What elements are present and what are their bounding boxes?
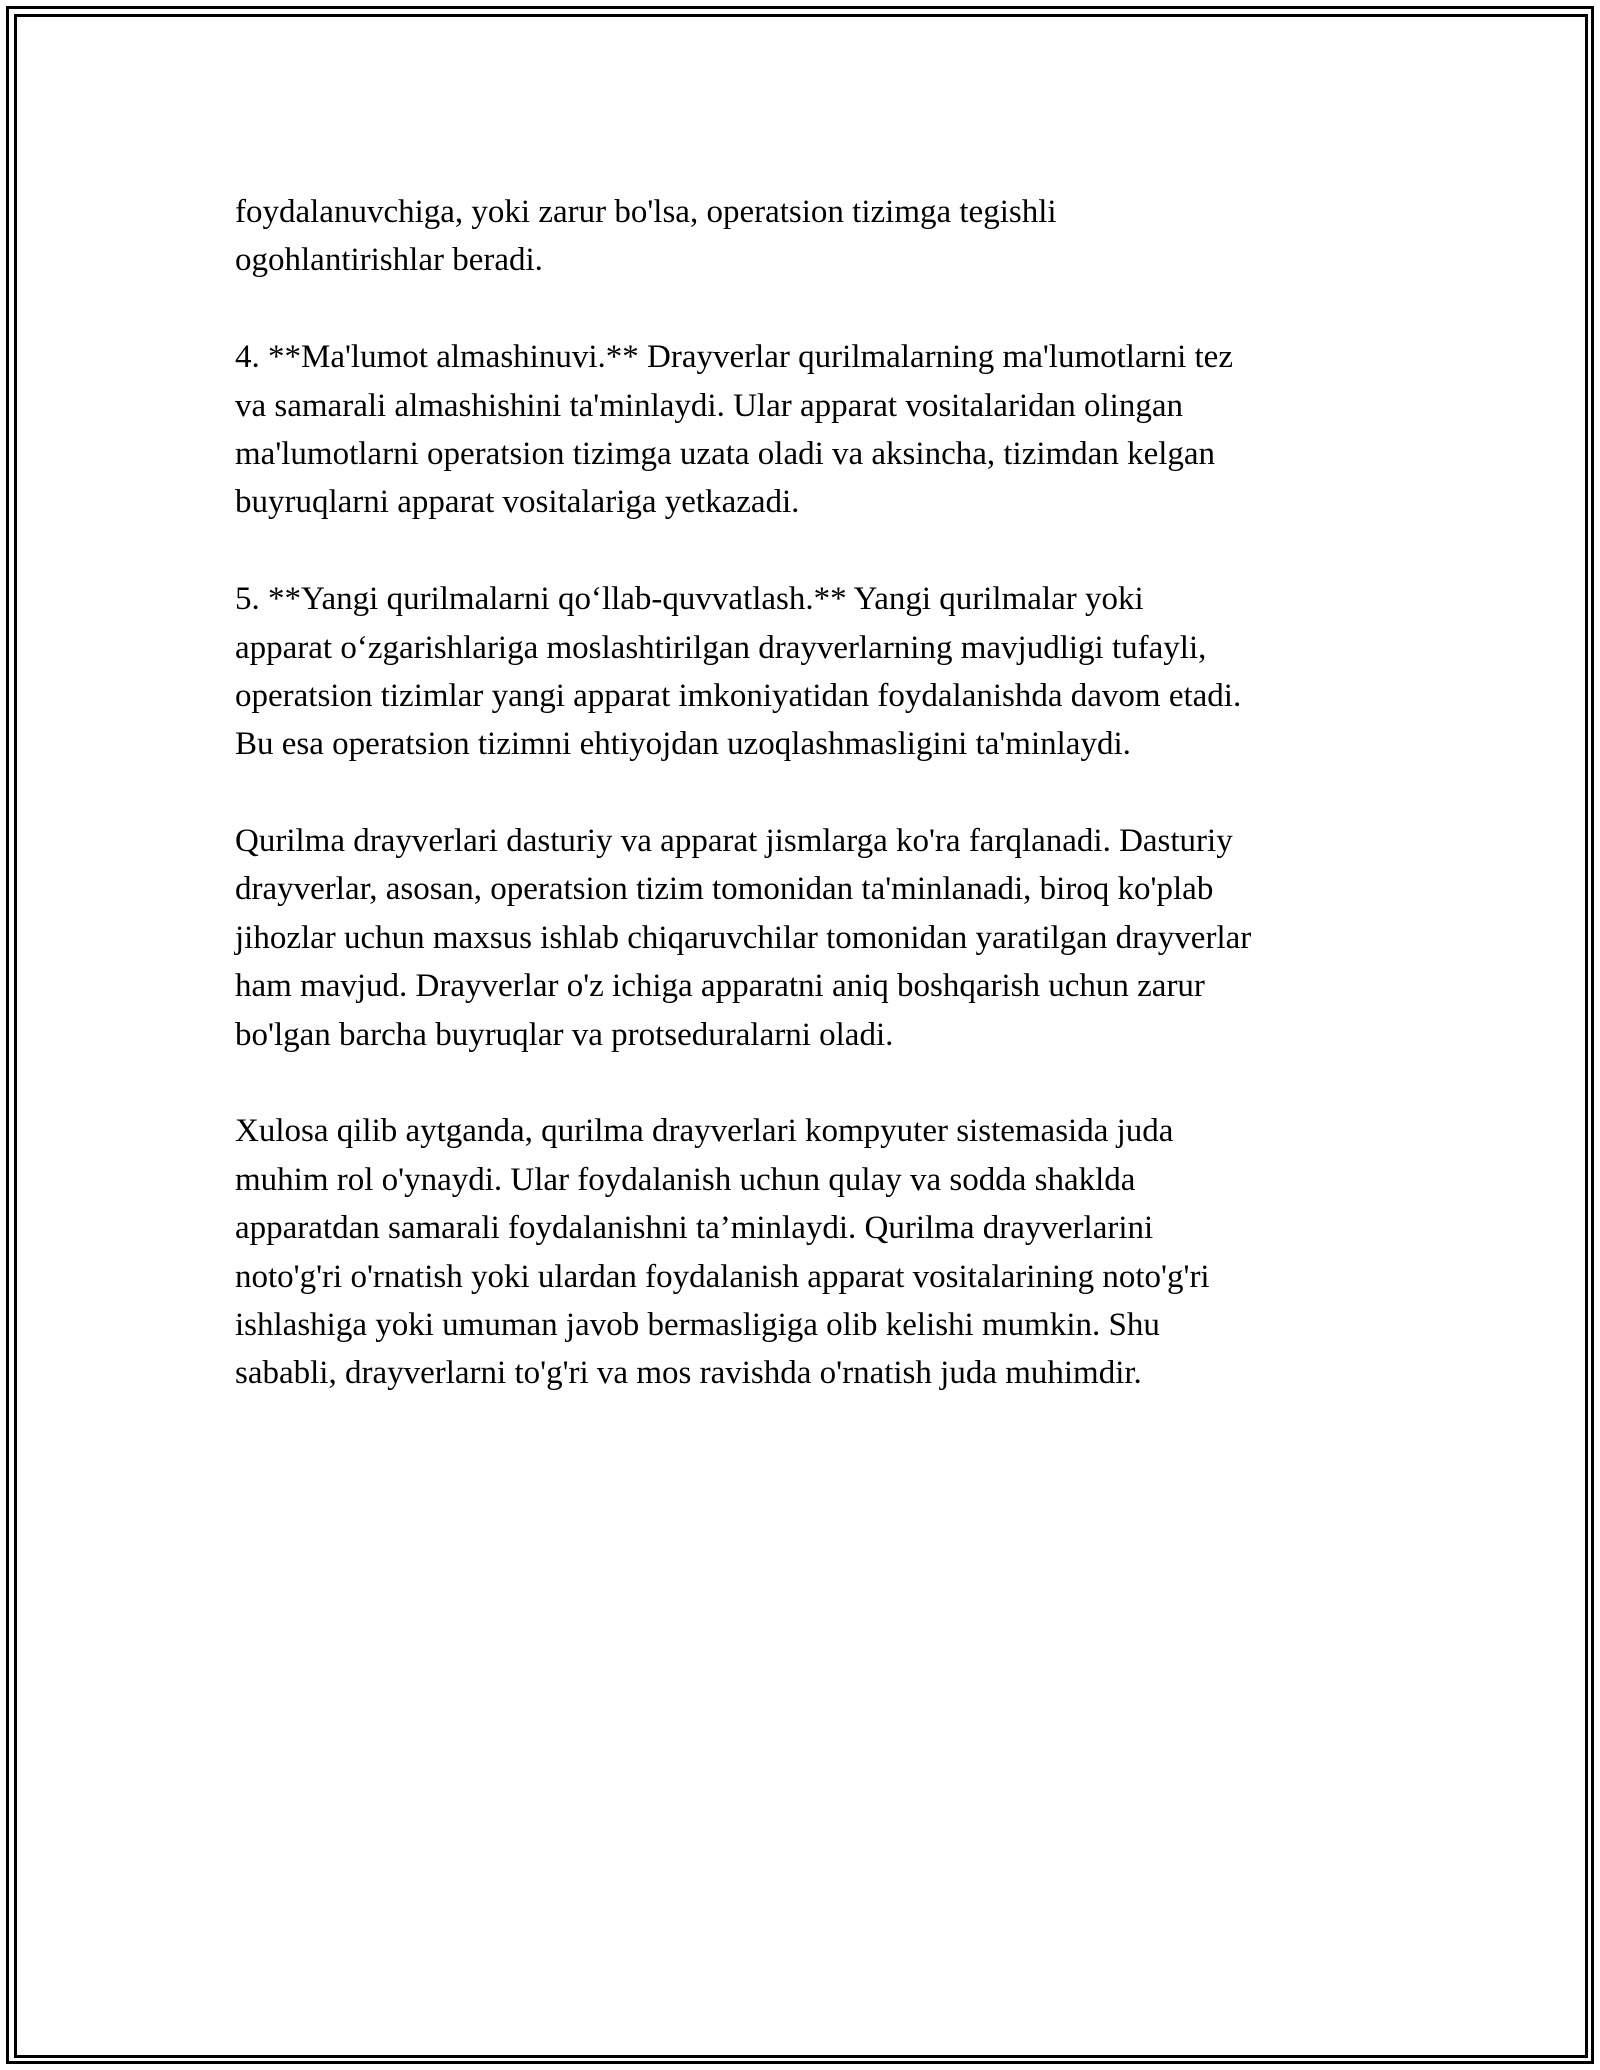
- text-line: apparat o‘zgarishlariga moslashtirilgan drayverlarning mavjudligi tufayli,: [235, 629, 1207, 666]
- paragraph-item-5: [235, 575, 1395, 769]
- text-line: drayverlar, asosan, operatsion tizim tomonidan ta'minlanadi, biroq ko'plab: [235, 871, 1214, 908]
- text-line: foydalanuvchiga, yoki zarur bo'lsa, operatsion tizimga tegishli: [235, 194, 1057, 230]
- document-body: [235, 188, 1395, 1446]
- text-line: Xulosa qilib aytganda, qurilma drayverlari kompyuter sistemasida juda: [235, 1113, 1174, 1150]
- text-line: ishlashiga yoki umuman javob bermasligiga olib kelishi mumkin. Shu: [235, 1306, 1160, 1343]
- text-line: noto'g'ri o'rnatish yoki ulardan foydalanish apparat vositalarining noto'g'ri: [235, 1258, 1210, 1295]
- text-line: sababli, drayverlarni to'g'ri va mos ravishda o'rnatish juda muhimdir.: [235, 1355, 1142, 1392]
- paragraph-item-4: [235, 333, 1395, 527]
- text-line: ma'lumotlarni operatsion tizimga uzata oladi va aksincha, tizimdan kelgan: [235, 435, 1216, 472]
- text-line: Bu esa operatsion tizimni ehtiyojdan uzoqlashmasligini ta'minlaydi.: [235, 726, 1131, 763]
- text-line: apparatdan samarali foydalanishni ta’minlaydi. Qurilma drayverlarini: [235, 1210, 1154, 1247]
- paragraph-conclusion: [235, 1107, 1395, 1397]
- text-line: operatsion tizimlar yangi apparat imkoniyatidan foydalanishda davom etadi.: [235, 677, 1242, 714]
- text-line: muhim rol o'ynaydi. Ular foydalanish uchun qulay va sodda shaklda: [235, 1161, 1136, 1198]
- text-line: ogohlantirishlar beradi.: [235, 242, 543, 279]
- paragraph-continuation: [235, 188, 1395, 285]
- text-line: jihozlar uchun maxsus ishlab chiqaruvchilar tomonidan yaratilgan drayverlar: [235, 919, 1252, 956]
- text-line: ham mavjud. Drayverlar o'z ichiga apparatni aniq boshqarish uchun zarur: [235, 968, 1205, 1005]
- text-line: va samarali almashishini ta'minlaydi. Ular apparat vositalaridan olingan: [235, 387, 1183, 424]
- paragraph-driver-types: [235, 817, 1395, 1059]
- text-line: Qurilma drayverlari dasturiy va apparat jismlarga ko'ra farqlanadi. Dasturiy: [235, 823, 1233, 860]
- text-line: 5. **Yangi qurilmalarni qo‘llab-quvvatlash.** Yangi qurilmalar yoki: [235, 581, 1144, 618]
- text-line: 4. **Ma'lumot almashinuvi.** Drayverlar qurilmalarning ma'lumotlarni tez: [235, 339, 1233, 376]
- text-line: bo'lgan barcha buyruqlar va protseduralarni oladi.: [235, 1016, 894, 1053]
- text-line: buyruqlarni apparat vositalariga yetkazadi.: [235, 484, 800, 521]
